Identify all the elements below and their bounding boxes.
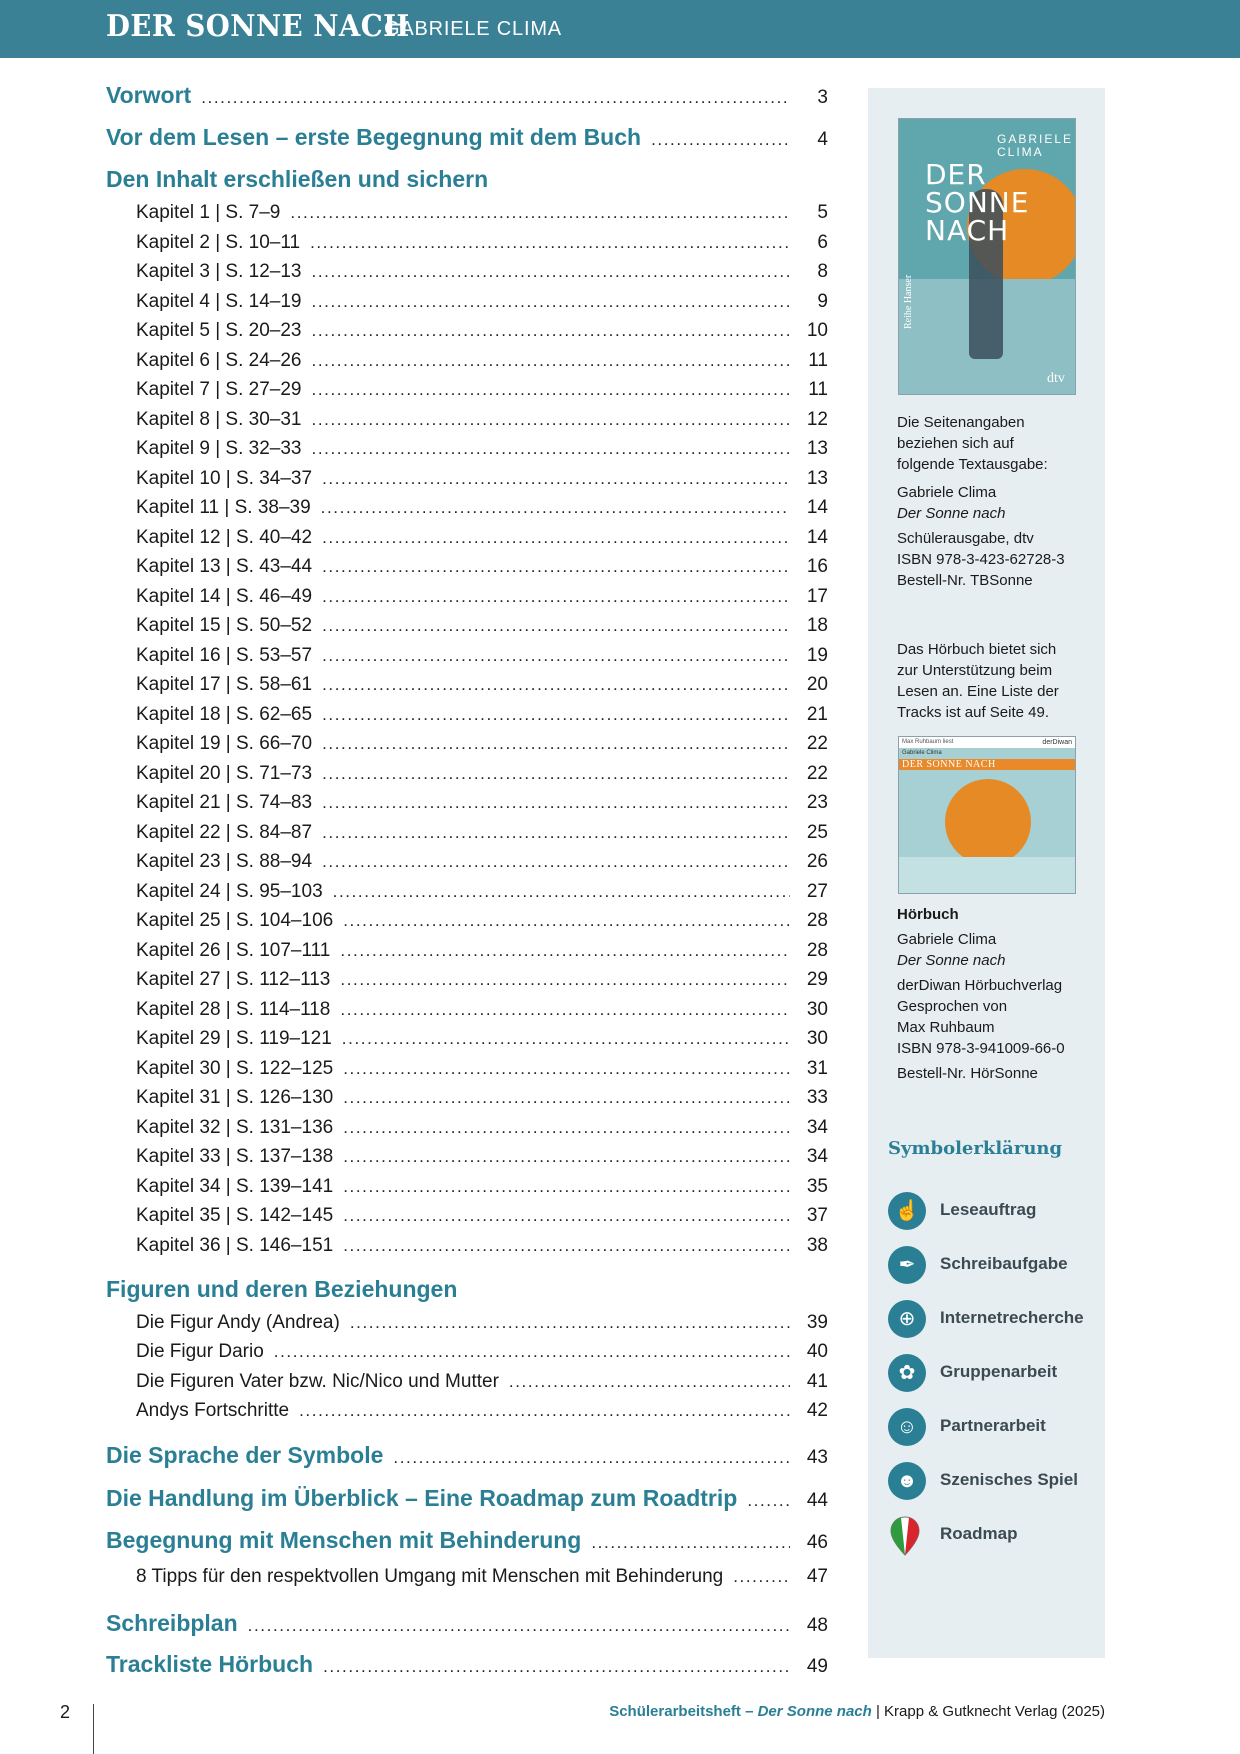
toc-title: Vor dem Lesen – erste Begegnung mit dem Buch [106,124,642,150]
toc-leader-dots [312,321,791,341]
symbol-gruppenarbeit: ✿ Gruppenarbeit [888,1354,1108,1394]
toc-page-number: 4 [817,129,828,150]
toc-entry [136,261,828,283]
toc-section [106,1527,828,1554]
toc-page-number: 5 [817,202,828,223]
toc-title: Kapitel 16 | S. 53–57 [136,645,313,666]
toc-page-number: 49 [806,1656,828,1677]
toc-entry [136,320,828,342]
toc-entry [136,822,828,844]
toc-entry [136,999,828,1021]
toc-page-number: 41 [806,1371,828,1392]
toc-entry [136,1205,828,1227]
toc-page-number: 3 [817,87,828,108]
toc-page-number: 43 [806,1447,828,1468]
toc-title: Kapitel 17 | S. 58–61 [136,674,313,695]
cover-author: GABRIELE CLIMA [997,132,1074,159]
toc-entry [136,1087,828,1109]
toc-leader-dots [591,1533,790,1553]
toc-entry [136,969,828,991]
toc-leader-dots [312,351,791,371]
toc-leader-dots [312,410,791,430]
toc-leader-dots [322,557,790,577]
symbol-internetrecherche: ⊕ Internetrecherche [888,1300,1108,1340]
toc-entry [136,763,828,785]
toc-title: Die Sprache der Symbole [106,1442,384,1468]
globe-cursor-icon: ⊕ [888,1300,926,1338]
toc-leader-dots [312,292,791,312]
toc-title: Kapitel 14 | S. 46–49 [136,586,313,607]
toc-page-number: 47 [806,1566,828,1587]
toc-entry [136,1028,828,1050]
toc-leader-dots [343,1177,790,1197]
toc-entry [136,940,828,962]
toc-leader-dots [322,469,790,489]
toc-page-number: 40 [806,1341,828,1362]
footer-credit: Schülerarbeitsheft – Der Sonne nach | Krapp & Gutknecht Verlag (2025) [609,1703,1105,1720]
header-author: GABRIELE CLIMA [384,18,562,40]
toc-page-number: 44 [806,1490,828,1511]
toc-page-number: 25 [806,822,828,843]
toc-section [106,1610,828,1637]
toc-page-number: 37 [806,1205,828,1226]
toc-leader-dots [322,675,790,695]
toc-entry [136,1341,828,1363]
toc-page-number: 27 [806,881,828,902]
toc-section [106,1442,828,1469]
toc-section [106,124,828,151]
toc-title: Kapitel 32 | S. 131–136 [136,1117,334,1138]
audiobook-cover-sea [899,857,1075,893]
toc-title: Kapitel 8 | S. 30–31 [136,409,302,430]
toc-leader-dots [509,1372,790,1392]
toc-title: Kapitel 12 | S. 40–42 [136,527,313,548]
toc-leader-dots [322,587,790,607]
toc-entry [136,733,828,755]
toc-section [106,82,828,109]
toc-leader-dots [312,262,791,282]
toc-entry [136,586,828,608]
toc-leader-dots [342,1029,790,1049]
toc-leader-dots [310,233,790,253]
toc-entry [136,645,828,667]
toc-title: Kapitel 6 | S. 24–26 [136,350,302,371]
toc-entry [136,379,828,401]
toc-entry [136,409,828,431]
toc-leader-dots [340,970,790,990]
toc-title: Figuren und deren Beziehungen [106,1276,458,1302]
toc-page-number: 11 [808,350,828,371]
toc-title: Kapitel 35 | S. 142–145 [136,1205,334,1226]
toc-title: Kapitel 18 | S. 62–65 [136,704,313,725]
toc-leader-dots [322,528,790,548]
toc-leader-dots [322,734,790,754]
toc-title: Kapitel 19 | S. 66–70 [136,733,313,754]
theater-masks-icon: ☻ [888,1462,926,1500]
audiobook-cover-sun [945,779,1031,865]
toc-entry [136,910,828,932]
toc-page-number: 13 [806,438,828,459]
toc-title: Kapitel 20 | S. 71–73 [136,763,313,784]
book-cover-image [898,118,1076,395]
toc-page-number: 42 [806,1400,828,1421]
toc-leader-dots [323,1657,790,1677]
toc-title: Kapitel 31 | S. 126–130 [136,1087,334,1108]
toc-leader-dots [340,941,790,961]
toc-title: Die Handlung im Überblick – Eine Roadmap zum Roadtrip [106,1485,738,1511]
toc-page-number: 29 [806,969,828,990]
map-pin-icon [890,1516,920,1556]
toc-title: Kapitel 21 | S. 74–83 [136,792,313,813]
toc-leader-dots [312,380,791,400]
toc-page-number: 8 [817,261,828,282]
cover-title: DER SONNE NACH [925,158,1030,247]
toc-entry [136,468,828,490]
toc-page-number: 21 [806,704,828,725]
symbol-roadmap: Roadmap [888,1516,1108,1556]
toc-entry [136,497,828,519]
toc-leader-dots [322,705,790,725]
toc-title: Kapitel 28 | S. 114–118 [136,999,331,1020]
symbol-schreibaufgabe: ✒ Schreibaufgabe [888,1246,1108,1286]
toc-title: Kapitel 5 | S. 20–23 [136,320,302,341]
toc-entry [136,1176,828,1198]
toc-title: Kapitel 4 | S. 14–19 [136,291,302,312]
header-book-title: DER SONNE NACH [106,9,410,44]
toc-leader-dots [651,130,790,150]
toc-page-number: 9 [817,291,828,312]
footer-divider [93,1704,94,1754]
pen-nib-icon: ✒ [888,1246,926,1284]
toc-entry [136,1058,828,1080]
edition-info: Gabriele Clima Der Sonne nach Schülerausgabe, dtv ISBN 978-3-423-62728-3 Bestell-Nr. TBSonne [897,484,1065,589]
toc-page-number: 6 [817,232,828,253]
toc-leader-dots [343,1236,790,1256]
toc-title: Andys Fortschritte [136,1400,290,1421]
toc-entry [136,350,828,372]
toc-title: Die Figuren Vater bzw. Nic/Nico und Mutter [136,1371,499,1392]
cover-series: Reihe Hanser [903,274,914,329]
toc-title: Die Figur Dario [136,1341,264,1362]
toc-leader-dots [274,1342,790,1362]
toc-entry [136,232,828,254]
toc-title: Kapitel 26 | S. 107–111 [136,940,331,961]
toc-page-number: 22 [806,763,828,784]
toc-title: Die Figur Andy (Andrea) [136,1312,340,1333]
toc-entry [136,556,828,578]
toc-page-number: 13 [806,468,828,489]
symbol-szenisches-spiel: ☻ Szenisches Spiel [888,1462,1108,1502]
toc-leader-dots [343,1088,790,1108]
toc-title: Schreibplan [106,1610,238,1636]
toc-page-number: 17 [806,586,828,607]
toc-leader-dots [343,1206,790,1226]
toc-page-number: 26 [806,851,828,872]
toc-leader-dots [322,852,790,872]
audiobook-info: Hörbuch Gabriele Clima Der Sonne nach derDiwan Hörbuchverlag Gesprochen von Max Ruhbaum ISBN 978-3-941009-66-0 Bestell-Nr. HörSonne [897,906,1065,1082]
toc-entry [136,615,828,637]
toc-title: Kapitel 3 | S. 12–13 [136,261,302,282]
toc-page-number: 12 [806,409,828,430]
toc-page-number: 23 [806,792,828,813]
toc-leader-dots [343,1147,790,1167]
toc-entry [136,881,828,903]
toc-title: Vorwort [106,82,192,108]
toc-page-number: 28 [806,910,828,931]
audiobook-cover-author: Gabriele Clima [902,750,942,756]
toc-entry [136,291,828,313]
toc-leader-dots [393,1448,790,1468]
toc-page-number: 39 [806,1312,828,1333]
toc-entry [136,1566,828,1588]
toc-title: Kapitel 22 | S. 84–87 [136,822,313,843]
toc-entry [136,704,828,726]
toc-leader-dots [343,1059,790,1079]
toc-entry [136,1371,828,1393]
audiobook-cover-image [898,736,1076,894]
toc-title: Kapitel 36 | S. 146–151 [136,1235,334,1256]
audio-note: Das Hörbuch bietet sich zur Unterstützung beim Lesen an. Eine Liste der Tracks ist auf Seite 49. [897,641,1059,721]
toc-page-number: 46 [806,1532,828,1553]
toc-page-number: 30 [806,1028,828,1049]
reading-hand-icon: ☝ [888,1192,926,1230]
toc-entry [136,1312,828,1334]
toc-page-number: 33 [806,1087,828,1108]
toc-entry [136,527,828,549]
toc-entry [136,792,828,814]
toc-leader-dots [322,764,790,784]
page-header [0,0,1240,58]
toc-title: Kapitel 1 | S. 7–9 [136,202,281,223]
toc-entry [136,202,828,224]
toc-leader-dots [333,882,790,902]
toc-page-number: 14 [806,497,828,518]
toc-page-number: 31 [806,1058,828,1079]
toc-leader-dots [299,1401,790,1421]
toc-page-number: 48 [806,1615,828,1636]
toc-leader-dots [350,1313,790,1333]
symbol-leseauftrag: ☝ Leseauftrag [888,1192,1108,1232]
toc-title: Kapitel 34 | S. 139–141 [136,1176,334,1197]
toc-page-number: 10 [806,320,828,341]
toc-title: Kapitel 24 | S. 95–103 [136,881,323,902]
toc-title: Kapitel 23 | S. 88–94 [136,851,313,872]
toc-leader-dots [248,1616,790,1636]
toc-title: 8 Tipps für den respektvollen Umgang mit Menschen mit Behinderung [136,1566,724,1587]
toc-title: Kapitel 30 | S. 122–125 [136,1058,334,1079]
toc-title: Kapitel 15 | S. 50–52 [136,615,313,636]
toc-leader-dots [733,1567,790,1587]
toc-title: Kapitel 10 | S. 34–37 [136,468,313,489]
toc-leader-dots [321,498,790,518]
partner-icon: ☺ [888,1408,926,1446]
toc-entry [136,1400,828,1422]
toc-section [106,1651,828,1678]
toc-title: Kapitel 27 | S. 112–113 [136,969,331,990]
toc-entry [136,1117,828,1139]
toc-page-number: 11 [808,379,828,400]
toc-leader-dots [322,616,790,636]
cover-publisher: dtv [1047,371,1065,386]
toc-page-number: 16 [806,556,828,577]
audiobook-cover-label: derDiwan [1042,739,1072,746]
toc-page-number: 34 [806,1117,828,1138]
toc-title: Kapitel 7 | S. 27–29 [136,379,302,400]
toc-leader-dots [322,793,790,813]
toc-leader-dots [201,88,790,108]
toc-title: Kapitel 9 | S. 32–33 [136,438,302,459]
toc-title: Kapitel 33 | S. 137–138 [136,1146,334,1167]
toc-title: Trackliste Hörbuch [106,1651,314,1677]
toc-leader-dots [343,911,790,931]
audiobook-cover-reader: Max Ruhbaum liest [899,737,1076,748]
toc-page-number: 35 [806,1176,828,1197]
toc-page-number: 34 [806,1146,828,1167]
toc-page-number: 14 [806,527,828,548]
toc-section [106,1485,828,1512]
toc-title: Kapitel 29 | S. 119–121 [136,1028,332,1049]
toc-entry [136,1235,828,1257]
audiobook-cover-title: DER SONNE NACH [902,759,996,770]
toc-page-number: 38 [806,1235,828,1256]
toc-page-number: 18 [806,615,828,636]
toc-title: Kapitel 2 | S. 10–11 [136,232,301,253]
toc-title: Kapitel 13 | S. 43–44 [136,556,313,577]
symbol-partnerarbeit: ☺ Partnerarbeit [888,1408,1108,1448]
toc-leader-dots [322,646,790,666]
group-icon: ✿ [888,1354,926,1392]
toc-page-number: 22 [806,733,828,754]
toc-section [106,166,828,193]
toc-title: Den Inhalt erschließen und sichern [106,166,489,192]
toc-page-number: 28 [806,940,828,961]
symbols-title: Symbolerklärung [888,1138,1063,1159]
toc-leader-dots [343,1118,790,1138]
toc-entry [136,674,828,696]
toc-leader-dots [290,203,790,223]
toc-leader-dots [747,1491,790,1511]
page-number: 2 [60,1702,71,1722]
toc-title: Begegnung mit Menschen mit Behinderung [106,1527,582,1553]
toc-leader-dots [312,439,791,459]
toc-page-number: 19 [806,645,828,666]
edition-note: Die Seitenangaben beziehen sich auf folgende Textausgabe: [897,414,1048,473]
toc-leader-dots [322,823,790,843]
toc-page-number: 30 [806,999,828,1020]
toc-leader-dots [340,1000,790,1020]
toc-section [106,1276,828,1303]
toc-entry [136,438,828,460]
toc-title: Kapitel 25 | S. 104–106 [136,910,334,931]
toc-title: Kapitel 11 | S. 38–39 [136,497,311,518]
toc-page-number: 20 [806,674,828,695]
toc-entry [136,1146,828,1168]
info-sidebar [868,88,1105,1658]
toc-entry [136,851,828,873]
